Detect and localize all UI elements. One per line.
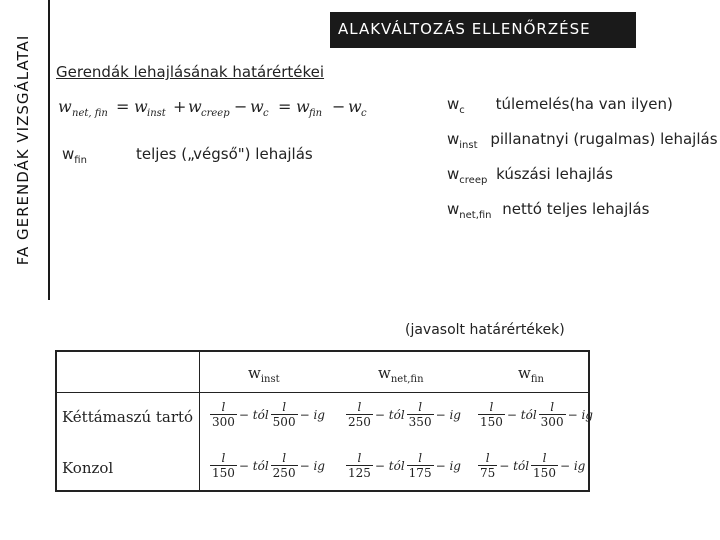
formula-term: w xyxy=(188,97,202,116)
sidebar-divider xyxy=(48,0,50,300)
formula-term-sub: c xyxy=(263,108,269,119)
row-label: Konzol xyxy=(62,459,114,477)
legend-symbol: w xyxy=(447,165,460,183)
legend-text: kúszási lehajlás xyxy=(496,165,613,183)
column-header: $w_{net,fin}$ xyxy=(378,364,424,385)
formula-lhs-sub: net, fin xyxy=(72,108,108,119)
section-subtitle: Gerendák lehajlásának határértékei xyxy=(56,63,325,81)
table-cell: $\frac{l}{150}$ − tól $\frac{l}{300}$ − ig xyxy=(480,400,593,429)
legend-item xyxy=(447,90,718,125)
table-cell: $\frac{l}{125}$ − tól $\frac{l}{175}$ − ig xyxy=(348,451,461,480)
table-cell: $\frac{l}{150}$ − tól $\frac{l}{250}$ − ig xyxy=(212,451,325,480)
legend-sub: creep xyxy=(459,175,488,186)
table-cell: $\frac{l}{75}$ − tól $\frac{l}{150}$ − ig xyxy=(480,451,586,480)
page-title: ALAKVÁLTOZÁS ELLENŐRZÉSE xyxy=(338,20,591,38)
formula-term: w xyxy=(296,97,310,116)
sidebar-title: FA GERENDÁK VIZSGÁLATAI xyxy=(14,34,32,266)
table-header-divider xyxy=(57,392,588,393)
formula-term-sub: creep xyxy=(201,108,230,119)
legend-text: túlemelés(ha van ilyen) xyxy=(495,95,673,113)
legend-symbol: w xyxy=(447,95,460,113)
table-column-divider xyxy=(199,352,200,490)
formula-lhs: w xyxy=(58,97,72,116)
legend-sub: c xyxy=(459,105,465,116)
formula-op: − xyxy=(234,97,248,116)
definition-text: teljes („végső") lehajlás xyxy=(136,145,313,163)
formula-term-sub: fin xyxy=(309,108,323,119)
formula-term-sub: inst xyxy=(147,108,166,119)
definition-sub: fin xyxy=(74,155,87,166)
formula-op: = xyxy=(116,97,130,116)
table-cell: $\frac{l}{300}$ − tól $\frac{l}{500}$ − ig xyxy=(212,400,325,429)
formula-op: − xyxy=(332,97,346,116)
formula-term: w xyxy=(250,97,264,116)
legend-item xyxy=(447,160,718,195)
formula-op: = xyxy=(278,97,292,116)
legend-sub: net,fin xyxy=(459,210,492,221)
deflection-formula xyxy=(56,92,376,122)
formula-graphic xyxy=(56,92,376,122)
formula-op: + xyxy=(173,97,187,116)
column-header: $w_{inst}$ xyxy=(248,364,280,385)
definition-symbol: w xyxy=(62,145,75,163)
column-header: $w_{fin}$ xyxy=(518,364,544,385)
formula-term: w xyxy=(348,97,362,116)
legend-symbol: w xyxy=(447,200,460,218)
legend-item xyxy=(447,125,718,160)
table-cell: $\frac{l}{250}$ − tól $\frac{l}{350}$ − ig xyxy=(348,400,461,429)
suggested-values-label: (javasolt határértékek) xyxy=(405,322,565,338)
row-label: Kéttámaszú tartó xyxy=(62,408,194,426)
legend-text: nettó teljes lehajlás xyxy=(502,200,650,218)
symbol-legend xyxy=(447,90,718,230)
legend-item xyxy=(447,195,718,230)
formula-term-sub: c xyxy=(361,108,367,119)
sidebar xyxy=(0,0,46,540)
legend-sub: inst xyxy=(459,140,478,151)
formula-term: w xyxy=(134,97,148,116)
legend-text: pillanatnyi (rugalmas) lehajlás xyxy=(490,130,718,148)
definition-row xyxy=(62,145,313,166)
legend-symbol: w xyxy=(447,130,460,148)
